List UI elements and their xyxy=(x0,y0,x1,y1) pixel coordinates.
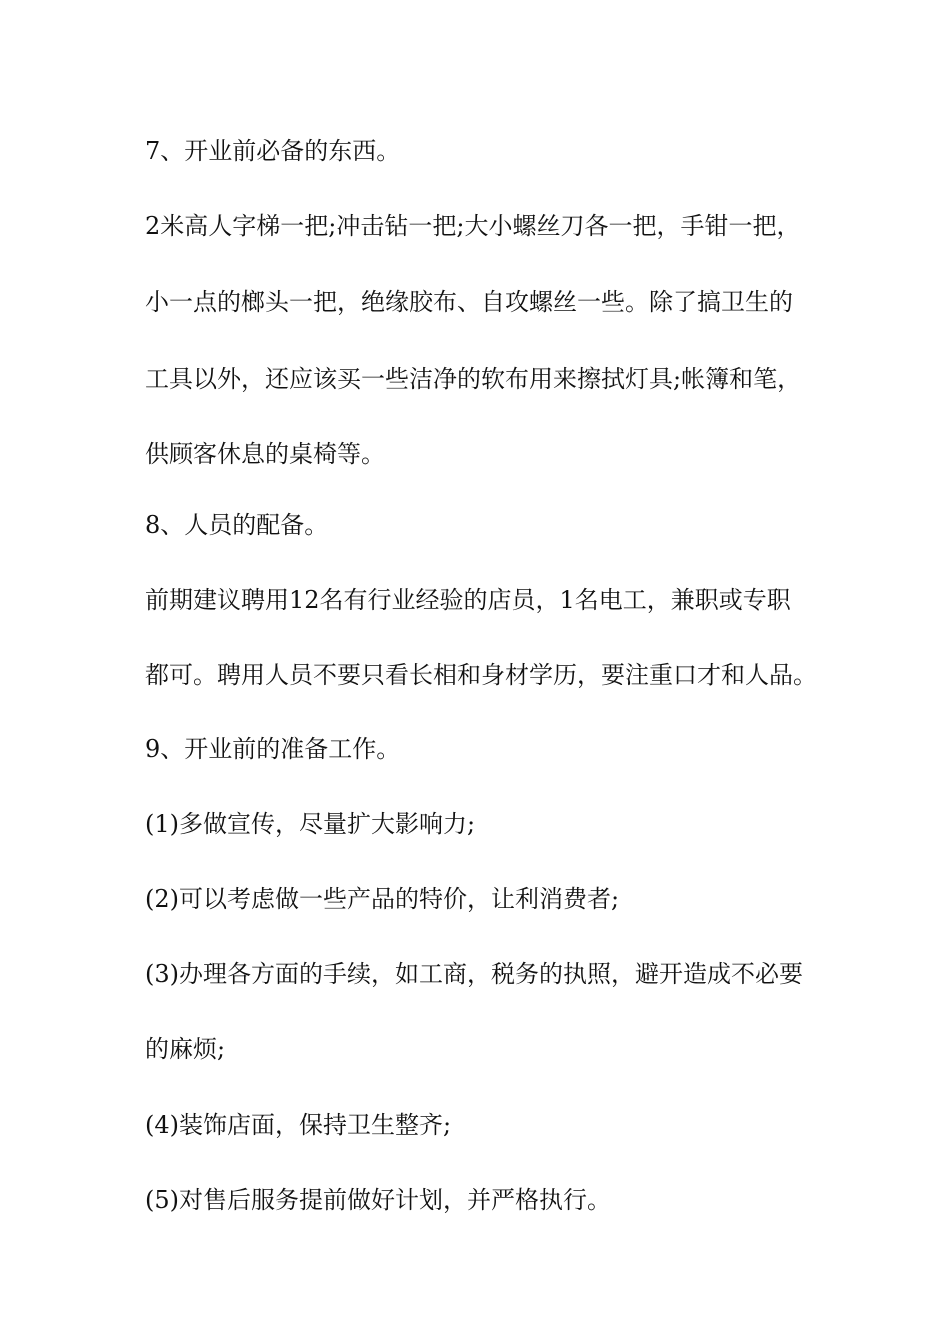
paragraph-line: 小一点的榔头一把，绝缘胶布、自攻螺丝一些。除了搞卫生的 xyxy=(145,288,793,316)
list-item: (2)可以考虑做一些产品的特价，让利消费者; xyxy=(145,885,620,913)
list-item: (5)对售后服务提前做好计划，并严格执行。 xyxy=(145,1186,611,1214)
heading-item-9: 9、开业前的准备工作。 xyxy=(145,735,401,763)
paragraph-line: 2米高人字梯一把;冲击钻一把;大小螺丝刀各一把，手钳一把， xyxy=(145,212,801,240)
list-item: (3)办理各方面的手续，如工商，税务的执照，避开造成不必要 xyxy=(145,960,803,988)
list-item: (4)装饰店面，保持卫生整齐; xyxy=(145,1111,452,1139)
paragraph-line: 工具以外，还应该买一些洁净的软布用来擦拭灯具;帐簿和笔， xyxy=(145,365,802,393)
paragraph-line: 都可。聘用人员不要只看长相和身材学历，要注重口才和人品。 xyxy=(145,661,817,689)
paragraph-line: 前期建议聘用12名有行业经验的店员，1名电工，兼职或专职 xyxy=(145,586,791,614)
heading-item-8: 8、人员的配备。 xyxy=(145,511,329,539)
paragraph-line: 供顾客休息的桌椅等。 xyxy=(145,440,385,468)
heading-item-7: 7、开业前必备的东西。 xyxy=(145,137,401,165)
list-item-continuation: 的麻烦; xyxy=(145,1035,226,1063)
list-item: (1)多做宣传，尽量扩大影响力; xyxy=(145,810,476,838)
